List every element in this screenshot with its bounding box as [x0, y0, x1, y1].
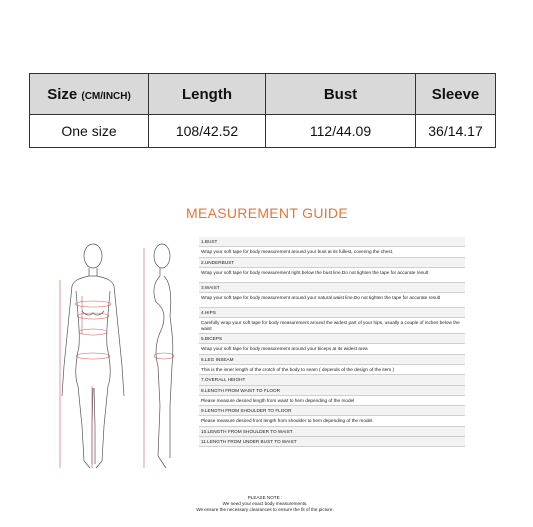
- please-note: [160, 495, 370, 513]
- guide-row: 11.LENGTH FROM UNDER BUST TO WAIST: [199, 437, 465, 447]
- header-size-label: Size: [47, 85, 78, 103]
- note-line-2: We ensure the necessary clearances to ensure the fit of the picture.: [196, 507, 334, 512]
- cell-length: 108/42.52: [149, 115, 266, 148]
- header-sleeve: Sleeve: [416, 74, 496, 115]
- guide-row: 8.LENGTH FROM WAIST TO FLOOR: [199, 386, 465, 396]
- guide-row: Wrap your soft tape for body measurement right below the bust line.Do not tighten the tape for accurate result: [199, 268, 465, 283]
- note-line-1: We need your exact body measurements.: [222, 501, 308, 506]
- cell-size: One size: [30, 115, 149, 148]
- guide-row: 9.LENGTH FROM SHOULDER TO FLOOR: [199, 406, 465, 416]
- header-size-unit: (CM/INCH): [81, 90, 131, 102]
- guide-row: Wrap your soft tape for body measurement around your bust at its fullest, covering the chest.: [199, 247, 465, 257]
- measurement-guide-table: [199, 237, 465, 447]
- cell-bust: 112/44.09: [266, 115, 416, 148]
- guide-row: This is the inner length of the crotch of the body to seam ( depends of the design of the item ): [199, 365, 465, 375]
- guide-row: 3.WAIST: [199, 283, 465, 293]
- guide-row: Wrap your soft tape for body measurement around your natural waist line.Do not tighten the tape for accurate result: [199, 293, 465, 308]
- guide-row: 4.HIPS: [199, 308, 465, 318]
- size-table-header-row: [30, 74, 496, 115]
- header-size: [30, 74, 149, 115]
- guide-row: 1.BUST: [199, 237, 465, 247]
- front-body-figure-illustration: [52, 236, 135, 476]
- guide-row: Please measure desired length from waist to hem depending of the model: [199, 396, 465, 406]
- guide-row: Wrap your soft tape for body measurement around your biceps at its widest area: [199, 344, 465, 354]
- side-body-figure-illustration: [136, 236, 188, 476]
- note-title: PLEASE NOTE :: [247, 495, 283, 500]
- header-length: Length: [149, 74, 266, 115]
- cell-sleeve: 36/14.17: [416, 115, 496, 148]
- guide-row: Carefully wrap your soft tape for body measurement around the widest part of your hips, usually a couple of inches below the waist: [199, 318, 465, 334]
- guide-row: 5.BICEPS: [199, 334, 465, 344]
- guide-row: Please measure desired front length from shoulder to hem depending of the model.: [199, 416, 465, 426]
- guide-row: 10.LENGTH FROM SHOULDER TO WAIST: [199, 427, 465, 437]
- size-table-row: [30, 115, 496, 148]
- guide-row: 2.UNDERBUST: [199, 258, 465, 268]
- size-table: [29, 73, 496, 148]
- measurement-guide-title: MEASUREMENT GUIDE: [186, 205, 348, 221]
- guide-row: 7.OVERALL HEIGHT: [199, 375, 465, 385]
- guide-row: 6.LEG INSEAM: [199, 355, 465, 365]
- header-bust: Bust: [266, 74, 416, 115]
